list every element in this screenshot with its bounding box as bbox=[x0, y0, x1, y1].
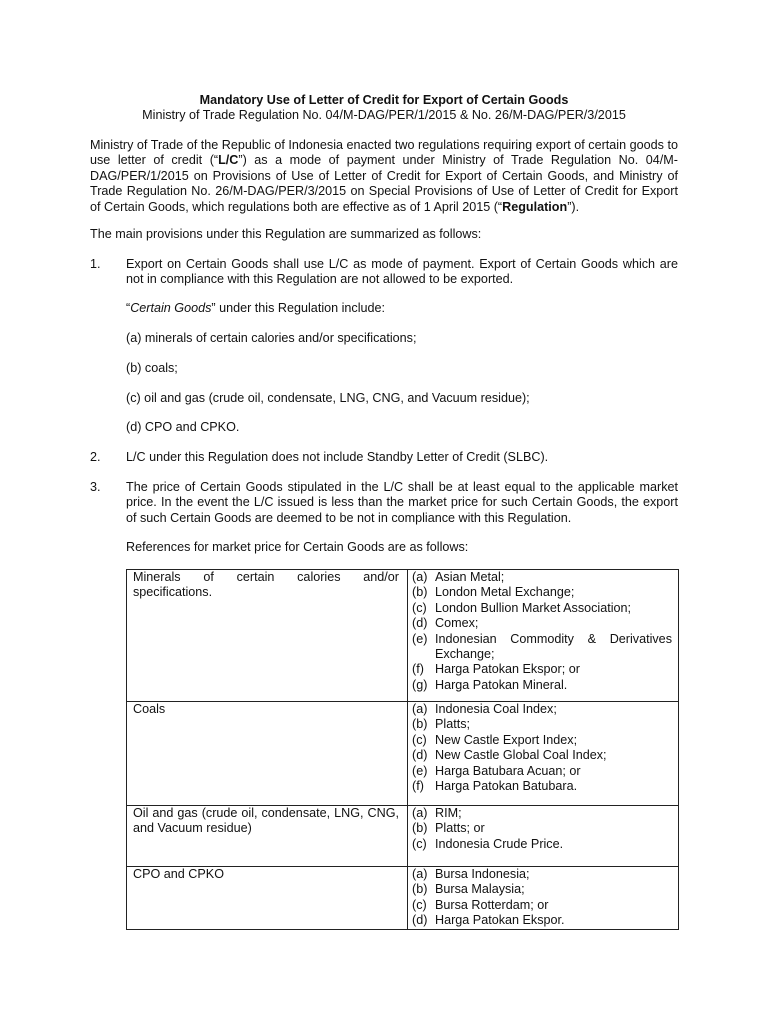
reference-item bbox=[412, 806, 672, 821]
reference-text: Asian Metal; bbox=[435, 570, 505, 584]
reference-item bbox=[412, 601, 672, 616]
reference-label: (c) bbox=[412, 732, 427, 747]
reference-text: Harga Batubara Acuan; or bbox=[435, 763, 581, 778]
reference-label: (g) bbox=[412, 677, 428, 692]
reference-item bbox=[412, 748, 672, 763]
provision-item-1 bbox=[90, 257, 678, 288]
table-row bbox=[127, 702, 679, 806]
reference-text: Harga Patokan Mineral. bbox=[435, 677, 568, 692]
reference-item bbox=[412, 632, 672, 663]
reference-label: (e) bbox=[412, 631, 428, 646]
reference-item bbox=[412, 616, 672, 631]
reference-label: (b) bbox=[412, 882, 428, 897]
provision-number: 1. bbox=[90, 257, 101, 271]
reference-item bbox=[412, 717, 672, 732]
lc-abbreviation: L/C bbox=[218, 153, 239, 168]
reference-label: (a) bbox=[412, 702, 428, 716]
reference-label: (f) bbox=[412, 779, 424, 794]
document-title: Mandatory Use of Letter of Credit for Export of Certain Goods bbox=[199, 93, 569, 107]
reference-label: (d) bbox=[412, 616, 428, 631]
provision-number: 2. bbox=[90, 450, 101, 464]
definition-rest: ” under this Regulation include: bbox=[211, 301, 386, 315]
market-price-table bbox=[126, 569, 679, 930]
reference-text: Indonesian Commodity & Derivatives Exchange; bbox=[435, 631, 672, 662]
document-subtitle: Ministry of Trade Regulation No. 04/M-DAG/PER/1/2015 & No. 26/M-DAG/PER/3/2015 bbox=[142, 108, 626, 123]
references-cell bbox=[408, 570, 679, 702]
goods-item-b: (b) coals; bbox=[126, 361, 178, 375]
table-row bbox=[127, 570, 679, 702]
reference-text: London Bullion Market Association; bbox=[435, 600, 632, 615]
reference-text: Indonesia Crude Price. bbox=[435, 836, 564, 851]
reference-label: (b) bbox=[412, 821, 428, 836]
reference-text: Bursa Indonesia; bbox=[435, 867, 530, 881]
provision-item-3 bbox=[90, 480, 678, 526]
reference-label: (b) bbox=[412, 585, 428, 600]
provision-text: The price of Certain Goods stipulated in the L/C shall be at least equal to the applicable market price. In the event the L/C issued is less than the market price for such Certain Goods, the export of such Certain Goods are deemed to be not in compliance with this Regulation. bbox=[126, 480, 678, 525]
references-cell bbox=[408, 867, 679, 930]
references-intro: References for market price for Certain Goods are as follows: bbox=[126, 540, 469, 554]
table-row bbox=[127, 867, 679, 930]
reference-label: (a) bbox=[412, 867, 428, 881]
intro-paragraph bbox=[90, 138, 678, 215]
references-cell bbox=[408, 806, 679, 867]
category-label: CPO and CPKO bbox=[133, 867, 224, 881]
reference-item bbox=[412, 882, 672, 897]
provision-text: L/C under this Regulation does not include Standby Letter of Credit (SLBC). bbox=[126, 450, 549, 464]
reference-item bbox=[412, 702, 672, 717]
reference-item bbox=[412, 585, 672, 600]
regulation-term: Regulation bbox=[502, 199, 568, 214]
category-cell bbox=[127, 570, 408, 702]
intro-part-1: Ministry of Trade of the Republic of Indonesia enacted two regulations requiring export of certain goods to use letter of credit (“ bbox=[90, 138, 678, 168]
reference-label: (d) bbox=[412, 748, 428, 763]
goods-item-a: (a) minerals of certain calories and/or specifications; bbox=[126, 331, 417, 345]
reference-text: New Castle Export Index; bbox=[435, 732, 578, 747]
reference-text: Harga Patokan Batubara. bbox=[435, 779, 578, 794]
reference-label: (e) bbox=[412, 763, 428, 778]
category-label: Oil and gas (crude oil, condensate, LNG, CNG, and Vacuum residue) bbox=[133, 806, 399, 836]
provision-item-2 bbox=[90, 450, 678, 465]
reference-text: Bursa Malaysia; bbox=[435, 882, 525, 897]
reference-text: Platts; or bbox=[435, 821, 485, 836]
reference-text: New Castle Global Coal Index; bbox=[435, 748, 607, 763]
category-label: Coals bbox=[133, 702, 166, 716]
provision-text: Export on Certain Goods shall use L/C as mode of payment. Export of Certain Goods which are not in compliance with this Regulation are not allowed to be exported. bbox=[126, 257, 678, 287]
reference-text: Comex; bbox=[435, 616, 479, 631]
table-row bbox=[127, 806, 679, 867]
reference-text: RIM; bbox=[435, 806, 462, 820]
reference-item bbox=[412, 898, 672, 913]
reference-text: Harga Patokan Ekspor. bbox=[435, 913, 565, 928]
reference-item bbox=[412, 678, 672, 693]
reference-label: (a) bbox=[412, 570, 428, 584]
reference-item bbox=[412, 662, 672, 677]
category-label: Minerals of certain calories and/or specifications. bbox=[133, 570, 399, 600]
category-cell bbox=[127, 867, 408, 930]
category-cell bbox=[127, 806, 408, 867]
certain-goods-definition bbox=[126, 301, 385, 316]
certain-goods-term: Certain Goods bbox=[130, 301, 212, 315]
reference-label: (b) bbox=[412, 717, 428, 732]
reference-item bbox=[412, 570, 672, 585]
reference-item bbox=[412, 913, 672, 928]
reference-label: (c) bbox=[412, 836, 427, 851]
reference-item bbox=[412, 821, 672, 836]
reference-text: Indonesia Coal Index; bbox=[435, 702, 557, 716]
reference-item bbox=[412, 867, 672, 882]
reference-label: (d) bbox=[412, 913, 428, 928]
title-block bbox=[90, 93, 678, 124]
category-cell bbox=[127, 702, 408, 806]
provision-number: 3. bbox=[90, 480, 101, 494]
goods-item-d: (d) CPO and CPKO. bbox=[126, 420, 240, 434]
reference-item bbox=[412, 779, 672, 794]
reference-text: Platts; bbox=[435, 717, 470, 732]
reference-label: (c) bbox=[412, 897, 427, 912]
definition-open-quote: “ bbox=[126, 301, 131, 315]
intro-part-3: ”). bbox=[567, 199, 580, 214]
reference-text: London Metal Exchange; bbox=[435, 585, 575, 600]
references-cell bbox=[408, 702, 679, 806]
reference-label: (f) bbox=[412, 662, 424, 677]
reference-label: (a) bbox=[412, 806, 428, 820]
reference-text: Harga Patokan Ekspor; or bbox=[435, 662, 580, 677]
reference-item bbox=[412, 764, 672, 779]
goods-item-c: (c) oil and gas (crude oil, condensate, LNG, CNG, and Vacuum residue); bbox=[126, 391, 530, 405]
intro-part-2: ”) as a mode of payment under Ministry of Trade Regulation No. 04/M-DAG/PER/1/2015 on Provisions of Use of Letter of Credit for Export of Certain Goods, and Ministry of Trade Regulation No. 26/M-DAG/PER/3/2015 on Special Provisions of Use of Letter of Credit for Export of Certain Goods, which regulations both are effective as of 1 April 2015 (“ bbox=[90, 153, 678, 214]
reference-item bbox=[412, 837, 672, 852]
reference-label: (c) bbox=[412, 600, 427, 615]
summary-sentence: The main provisions under this Regulation are summarized as follows: bbox=[90, 227, 482, 241]
reference-text: Bursa Rotterdam; or bbox=[435, 897, 549, 912]
reference-item bbox=[412, 733, 672, 748]
